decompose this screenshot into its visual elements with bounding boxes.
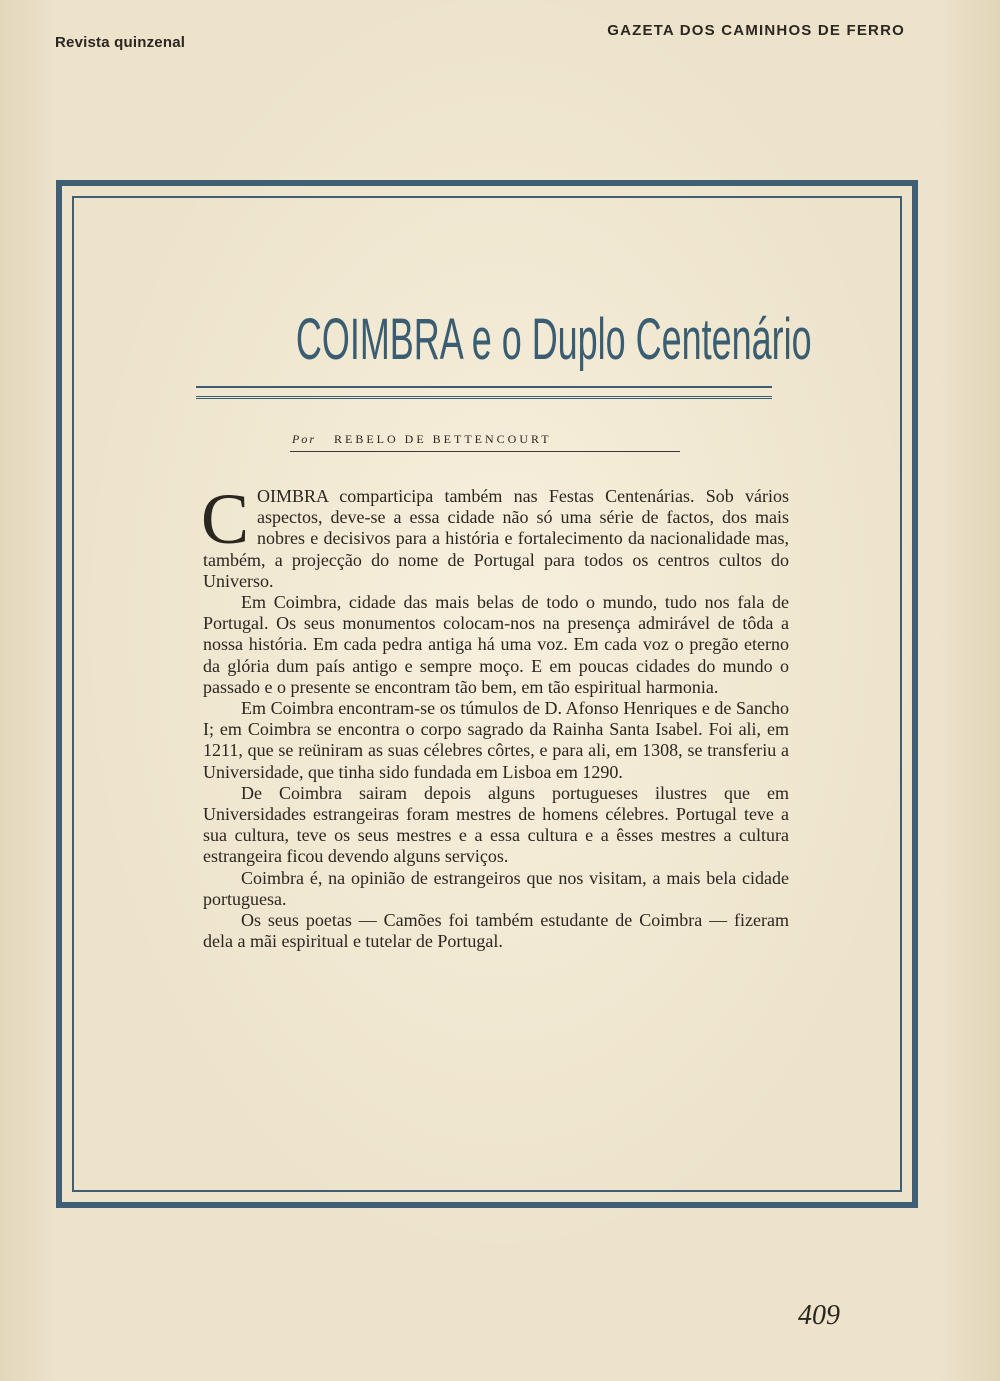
- byline-author: REBELO DE BETTENCOURT: [334, 432, 552, 446]
- article-body: [201, 479, 789, 952]
- byline-underline: [290, 451, 680, 452]
- page-number: 409: [798, 1300, 840, 1331]
- running-header-right: GAZETA DOS CAMINHOS DE FERRO: [607, 22, 905, 39]
- paragraph-4: De Coimbra sairam depois alguns portugueses ilustres que em Universidades estrangeiras foram mestres de homens célebres. Portugal teve a sua cultura, teve os seus mestres e a essa cultura e a êsses mestres a cultura estrangeira ficou devendo alguns serviços.: [203, 782, 789, 867]
- drop-cap-letter: C: [201, 479, 250, 559]
- byline-prefix: Por: [292, 432, 316, 446]
- article-byline: [292, 432, 682, 447]
- paragraph-5: Coimbra é, na opinião de estrangeiros que nos visitam, a mais bela cidade portuguesa.: [203, 867, 789, 909]
- paragraph-3: Em Coimbra encontram-se os túmulos de D. Afonso Henriques e de Sancho I; em Coimbra se encontra o corpo sagrado da Rainha Santa Isabel. Foi ali, em 1211, que se reüniram as suas célebres côrtes, e para ali, em 1308, se transferiu a Universidade, que tinha sido fundada em Lisboa em 1290.: [203, 698, 789, 782]
- paragraph-2: Em Coimbra, cidade das mais belas de todo o mundo, tudo nos fala de Portugal. Os seus monumentos colocam-nos na presença admirável de tôda a nossa história. Em cada pedra antiga há uma voz. Em cada voz o pregão eterno da glória dum país antigo e sempre moço. E em poucas cidades do mundo o passado e o presente se encontram tão bem, em tão espiritual harmonia.: [203, 592, 789, 697]
- title-underline: [196, 386, 772, 397]
- paragraph-6: Os seus poetas — Camões foi também estudante de Coimbra — fizeram dela a mãi espiritual e tutelar de Portugal.: [203, 910, 789, 952]
- running-header-left: Revista quinzenal: [55, 34, 186, 51]
- paragraph-1-text: OIMBRA comparticipa também nas Festas Centenárias. Sob vários aspectos, deve-se a essa cidade não só uma série de factos, dos mais nobres e decisivos para a história e fortalecimento da nacionalidade mas, também, a projecção do nome de Portugal para todos os centros cultos do Universo.: [203, 486, 789, 591]
- title-underline-secondary: [196, 398, 772, 399]
- article-title: COIMBRA e o Duplo Centenário: [295, 307, 812, 372]
- paragraph-1: [201, 479, 789, 592]
